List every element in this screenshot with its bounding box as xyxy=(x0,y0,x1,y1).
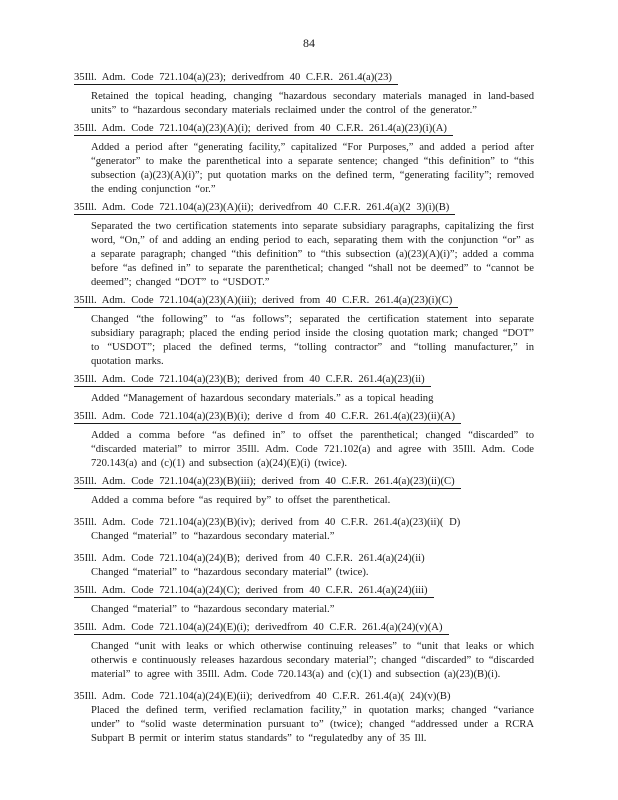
note: Added a comma before “as required by” to offset the parenthetical. xyxy=(91,495,391,506)
citation: 35Ill. Adm. Code 721.104(a)(23)(B)(i); derive d from 40 C.F.R. 261.4(a)(23)(ii)(A) xyxy=(74,410,461,424)
citation: 35Ill. Adm. Code 721.104(a)(24)(C); derived from 40 C.F.R. 261.4(a)(24)(iii) xyxy=(74,584,434,598)
note: Added a comma before “as defined in” to offset the parenthetical; changed “discarded” to “discarded material” to mirror 35Ill. Adm. Code 721.102(a) and agree with 35Ill. Adm. Code 720.143(a) and (c)(1) and subsection (a)(24)(E)(i) (twice). xyxy=(91,430,534,469)
citation: 35Ill. Adm. Code 721.104(a)(23)(A)(iii); derived from 40 C.F.R. 261.4(a)(23)(i)(C) xyxy=(74,294,458,308)
page-number: 84 xyxy=(303,36,315,50)
entry xyxy=(74,512,534,544)
citation: 35Ill. Adm. Code 721.104(a)(23)(B); derived from 40 C.F.R. 261.4(a)(23)(ii) xyxy=(74,373,431,387)
entry xyxy=(74,410,534,471)
entry xyxy=(74,548,534,580)
entry xyxy=(74,71,534,118)
note: Separated the two certification statements into separate subsidiary paragraphs, capitalizing the first word, “On,” of and adding an ending period to each, separating them with the conjunction “or” as a separate paragraph; changed “this definition” to “this subsection (a)(23)(A)(i)”; added a comma before “as defined in” to separate the parenthetical; changed “shall not be deemed” to “cannot be deemed”; changed “DOT” to “USDOT.” xyxy=(91,221,534,288)
note: Changed “material” to “hazardous secondary material.” xyxy=(91,604,335,615)
entry xyxy=(74,686,534,746)
entry xyxy=(74,621,534,682)
citation: 35Ill. Adm. Code 721.104(a)(23)(B)(iii); derived from 40 C.F.R. 261.4(a)(23)(ii)(C) xyxy=(74,475,461,489)
citation: 35Ill. Adm. Code 721.104(a)(23); derivedfrom 40 C.F.R. 261.4(a)(23) xyxy=(74,71,398,85)
entries-list xyxy=(74,71,534,750)
entry xyxy=(74,475,534,508)
entry xyxy=(74,584,534,617)
entry xyxy=(74,201,534,290)
entry xyxy=(74,122,534,197)
entry xyxy=(74,294,534,369)
citation: 35Ill. Adm. Code 721.104(a)(23)(A)(ii); derivedfrom 40 C.F.R. 261.4(a)(2 3)(i)(B) xyxy=(74,201,455,215)
note: Changed “material” to “hazardous secondary material” (twice). xyxy=(91,567,369,578)
citation: 35Ill. Adm. Code 721.104(a)(23)(B)(iv); derived from 40 C.F.R. 261.4(a)(23)(ii)( D) xyxy=(74,517,461,528)
note: Changed “the following” to “as follows”; separated the certification statement into separate subsidiary paragraph; placed the ending period inside the closing quotation mark; changed “DOT” to “USDOT”; placed the defined terms, “tolling contractor” and “tolling manufacturer,” in quotation marks. xyxy=(91,314,534,367)
citation: 35Ill. Adm. Code 721.104(a)(24)(E)(ii); derivedfrom 40 C.F.R. 261.4(a)( 24)(v)(B) xyxy=(74,691,451,702)
citation: 35Ill. Adm. Code 721.104(a)(24)(E)(i); derivedfrom 40 C.F.R. 261.4(a)(24)(v)(A) xyxy=(74,621,449,635)
note: Retained the topical heading, changing “hazardous secondary materials managed in land-based units” to “hazardous secondary materials reclaimed under the control of the generator.” xyxy=(91,91,534,116)
note: Placed the defined term, verified reclamation facility,” in quotation marks; changed “variance under” to “solid waste determination pursuant to” (twice); changed “addressed under a RCRA Subpart B permit or interim status standards” to “regulatedby any of 35 Ill. xyxy=(91,705,534,744)
citation: 35Ill. Adm. Code 721.104(a)(24)(B); derived from 40 C.F.R. 261.4(a)(24)(ii) xyxy=(74,553,425,564)
entry xyxy=(74,373,534,406)
citation: 35Ill. Adm. Code 721.104(a)(23)(A)(i); derived from 40 C.F.R. 261.4(a)(23)(i)(A) xyxy=(74,122,453,136)
note: Added “Management of hazardous secondary materials.” as a topical heading xyxy=(91,393,434,404)
note: Added a period after “generating facility,” capitalized “For Purposes,” and added a period after “generator” to make the parenthetical into a separate sentence; changed “this definition” to “this subsection (a)(23)(A)(i)”; put quotation marks on the defined term, “generating facility”; removed the ending conjunction “or.” xyxy=(91,142,534,195)
note: Changed “material” to “hazardous secondary material.” xyxy=(91,531,335,542)
note: Changed “unit with leaks or which otherwise continuing releases” to “unit that leaks or which otherwis e continuously releases hazardous secondary material”; changed “discarded” to “discarded material” to agree with 35Ill. Adm. Code 720.143(a) and (c)(1) and subsection (a)(23)(B)(i). xyxy=(91,641,534,680)
